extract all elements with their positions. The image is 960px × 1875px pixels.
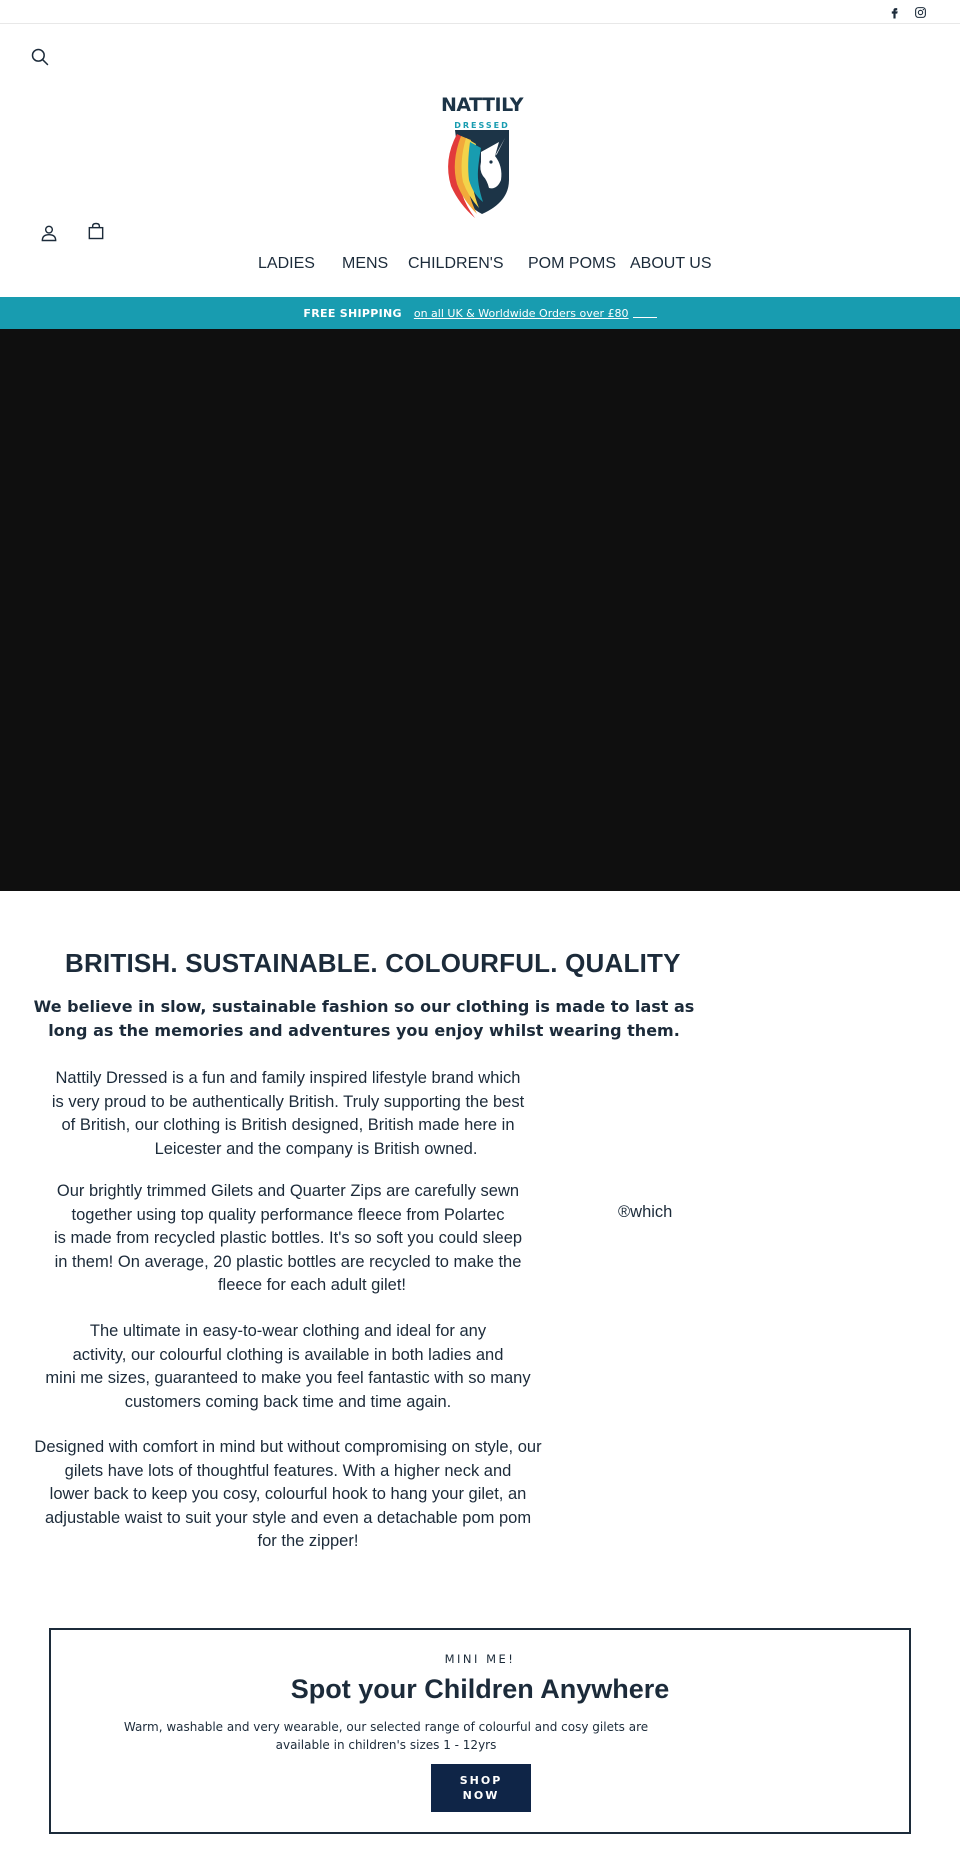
about-lead: We believe in slow, sustainable fashion so our clothing is made to last as long as the memories and adventures you enjoy whilst wearing them. — [33, 997, 695, 1040]
p1-line: Nattily Dressed is a fun and family inspired lifestyle brand which — [55, 1069, 521, 1087]
p1-line: is very proud to be authentically British. Truly supporting the best — [51, 1092, 525, 1111]
about-paragraph-3 — [28, 1320, 548, 1414]
nav-item-ladies[interactable]: LADIES — [258, 255, 315, 272]
announcement-underline — [633, 308, 657, 318]
p2-line: is made from recycled plastic bottles. It's so soft you could sleep — [53, 1229, 523, 1247]
logo-wordmark: NATTILY — [441, 94, 523, 116]
mini-me-promo — [49, 1628, 911, 1834]
about-paragraph-1 — [28, 1067, 548, 1161]
promo-title: Spot your Children Anywhere — [290, 1674, 670, 1704]
p2-line: in them! On average, 20 plastic bottles are recycled to make the — [54, 1252, 522, 1271]
p1-line: of British, our clothing is British designed, British made here in — [61, 1116, 515, 1134]
p2-line: Our brightly trimmed Gilets and Quarter Zips are carefully sewn — [56, 1182, 520, 1200]
p3-line: activity, our colourful clothing is available in both ladies and — [72, 1345, 504, 1364]
main-nav — [0, 255, 960, 279]
nav-item-about-us[interactable]: ABOUT US — [630, 255, 712, 272]
p3-line: mini me sizes, guaranteed to make you feel fantastic with so many — [45, 1369, 531, 1387]
p3-line: The ultimate in easy-to-wear clothing and ideal for any — [89, 1322, 487, 1340]
p1-line: Leicester and the company is British owned. — [154, 1139, 478, 1158]
instagram-icon[interactable] — [911, 3, 929, 21]
top-bar — [0, 0, 960, 24]
about-heading: BRITISH. SUSTAINABLE. COLOURFUL. QUALITY — [65, 948, 681, 978]
announcement-bar — [0, 297, 960, 329]
p4-line: adjustable waist to suit your style and even a detachable pom pom — [44, 1508, 532, 1527]
registered-which: ®which — [618, 1203, 673, 1221]
p3-line: customers coming back time and time again. — [124, 1392, 452, 1411]
promo-kicker: MINI ME! — [444, 1652, 516, 1666]
hero-banner[interactable] — [0, 329, 960, 891]
promo-text: Warm, washable and very wearable, our selected range of colourful and cosy gilets are available in children's sizes 1 - 12yrs — [123, 1720, 649, 1752]
facebook-icon[interactable] — [885, 3, 903, 21]
shop-now-button[interactable]: SHOP NOW — [431, 1764, 531, 1812]
announcement-link[interactable]: on all UK & Worldwide Orders over £80 — [413, 306, 629, 320]
nav-item-mens[interactable]: MENS — [342, 255, 389, 272]
bag-icon[interactable] — [83, 218, 109, 244]
announcement-bold: FREE SHIPPING — [303, 306, 402, 320]
brand-logo[interactable] — [437, 90, 527, 222]
about-paragraph-4 — [28, 1436, 548, 1554]
p2-line: fleece for each adult gilet! — [217, 1276, 407, 1294]
nav-item-childrens[interactable]: CHILDREN'S — [408, 255, 504, 272]
svg-text:DRESSED: DRESSED — [454, 121, 510, 130]
p4-line: Designed with comfort in mind but without compromising on style, our — [34, 1438, 542, 1456]
p4-line: for the zipper! — [257, 1532, 359, 1550]
p4-line: lower back to keep you cosy, colourful hook to hang your gilet, an — [49, 1485, 527, 1503]
nav-item-pom-poms[interactable]: POM POMS — [528, 255, 617, 272]
search-icon[interactable] — [27, 44, 53, 70]
p4-line: gilets have lots of thoughtful features. With a higher neck and — [64, 1461, 512, 1480]
about-paragraph-2 — [28, 1180, 548, 1298]
user-icon[interactable] — [36, 220, 62, 246]
p2-line: together using top quality performance fleece from Polartec — [71, 1205, 505, 1224]
